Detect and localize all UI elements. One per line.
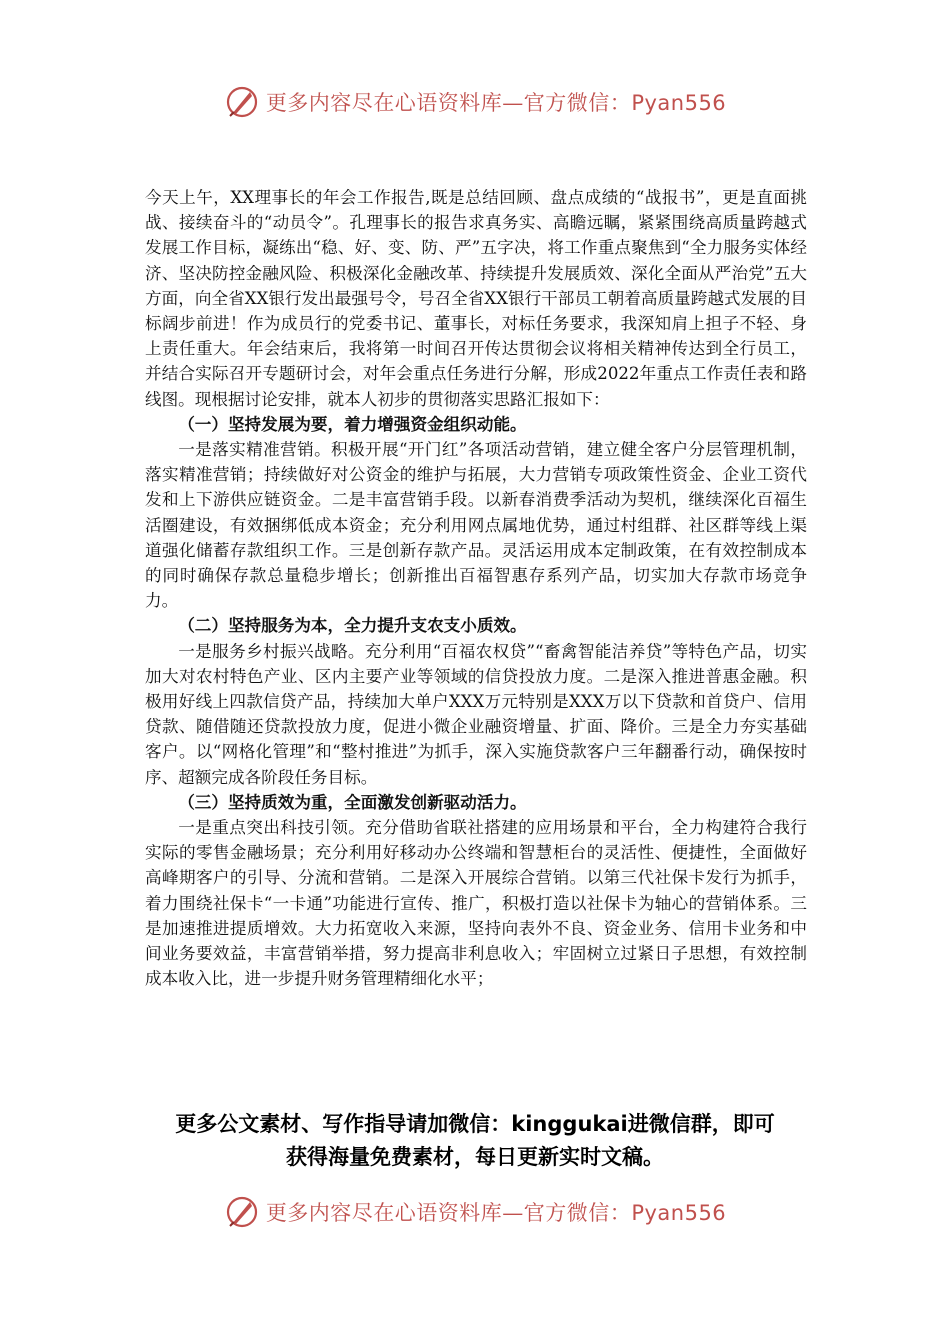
promo-line-1: 更多公文素材、写作指导请加微信：kinggukai进微信群，即可 <box>175 1112 775 1136</box>
promo-line-2: 获得海量免费素材，每日更新实时文稿。 <box>286 1145 664 1169</box>
header-banner-text: 更多内容尽在心语资料库—官方微信：Pyan556 <box>265 91 727 115</box>
section-1-heading: （一）坚持发展为要，着力增强资金组织动能。 <box>178 414 527 434</box>
section-3-paragraph: 一是重点突出科技引领。充分借助省联社搭建的应用场景和平台，全力构建符合我行实际的零售金融场景；充分利用好移动办公终端和智慧柜台的灵活性、便捷性，全面做好高峰期客户的引导、分流和营销。二是深入开展综合营销。以第三代社保卡发行为抓手，着力围绕社保卡“一卡通”功能进行宣传、推广，积极打造以社保卡为轴心的营销体系。三是加速推进提质增效。大力拓宽收入来源，坚持向表外不良、资金业务、信用卡业务和中间业务要效益，丰富营销举措，努力提高非利息收入；牢固树立过紧日子思想，有效控制成本收入比，进一步提升财务管理精细化水平； <box>145 818 807 989</box>
section-2-paragraph: 一是服务乡村振兴战略。充分利用“百福农权贷”“畜禽智能洁养贷”等特色产品，切实加大对农村特色产业、区内主要产业等领域的信贷投放力度。二是深入推进普惠金融。积极用好线上四款信贷产品，持续加大单户XXX万元特别是XXX万以下贷款和首贷户、信用贷款、随借随还贷款投放力度，促进小微企业融资增量、扩面、降价。三是全力夯实基础客户。以“网格化管理”和“整村推进”为抓手，深入实施贷款客户三年翻番行动，确保按时序、超额完成各阶段任务目标。 <box>145 641 807 787</box>
header-banner <box>0 82 950 122</box>
section-1-paragraph: 一是落实精准营销。积极开展“开门红”各项活动营销，建立健全客户分层管理机制，落实精准营销；持续做好对公资金的维护与拓展，大力营销专项政策性资金、企业工资代发和上下游供应链资金。二是丰富营销手段。以新春消费季活动为契机，继续深化百福生活圈建设，有效捆绑低成本资金；充分利用网点属地优势，通过村组群、社区群等线上渠道强化储蓄存款组织工作。三是创新存款产品。灵活运用成本定制政策，在有效控制成本的同时确保存款总量稳步增长；创新推出百福智惠存系列产品，切实加大存款市场竞争力。 <box>145 440 807 611</box>
footer-banner <box>0 1192 950 1232</box>
footer-banner-text: 更多内容尽在心语资料库—官方微信：Pyan556 <box>265 1201 727 1225</box>
section-3-heading: （三）坚持质效为重，全面激发创新驱动活力。 <box>178 792 527 812</box>
intro-paragraph: 今天上午，XX理事长的年会工作报告,既是总结回顾、盘点成绩的“战报书”，更是直面挑战、接续奋斗的“动员令”。孔理事长的报告求真务实、高瞻远瞩，紧紧围绕高质量跨越式发展工作目标，凝练出“稳、好、变、防、严”五字决，将工作重点聚焦到“全力服务实体经济、坚决防控金融风险、积极深化金融改革、持续提升发展质效、深化全面从严治党”五大方面，向全省XX银行发出最强号令，号召全省XX银行干部员工朝着高质量跨越式发展的目标阔步前进！作为成员行的党委书记、董事长，对标任务要求，我深知肩上担子不轻、身上责任重大。年会结束后，我将第一时间召开传达贯彻会议将相关精神传达到全行员工，并结合实际召开专题研讨会，对年会重点任务进行分解，形成2022年重点工作责任表和路线图。现根据讨论安排，就本人初步的贯彻落实思路汇报如下： <box>145 188 807 409</box>
section-2-heading: （二）坚持服务为本，全力提升支农支小质效。 <box>178 616 527 636</box>
document-body <box>145 185 807 992</box>
promo-notice <box>120 1108 830 1174</box>
quill-logo-icon <box>224 1194 260 1230</box>
quill-logo-icon <box>224 84 260 120</box>
